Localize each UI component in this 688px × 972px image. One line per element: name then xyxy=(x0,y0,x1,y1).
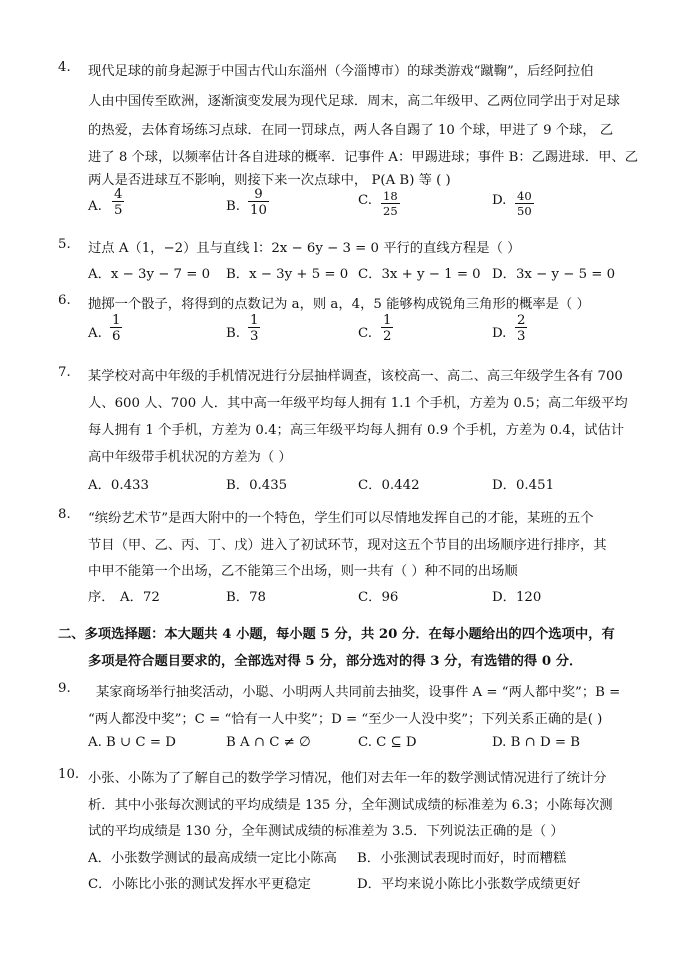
question-stem-line: 两人是否进球互不影响，则接下来一次点球中， P(A B) 等 ( ) xyxy=(88,173,451,188)
option: D. B ∩ D = B xyxy=(492,735,581,750)
question-stem-line: 的热爱，去体育场练习点球．在同一罚球点，两人各自踢了 10 个球，甲进了 9 个球， 乙 xyxy=(88,123,614,138)
section-heading-line: 二、多项选择题：本大题共 4 小题，每小题 5 分，共 20 分．在每小题给出的四个选项中，有 xyxy=(58,627,615,642)
option-fraction: $\frac{1}{6}$ xyxy=(112,313,121,345)
option: B．x − 3y + 5 = 0 xyxy=(226,267,349,282)
question-stem-line: 节目（甲、乙、丙、丁、戊）进入了初试环节，现对这五个节目的出场顺序进行排序，其 xyxy=(88,538,607,553)
option-fraction: $\frac{40}{50}$ xyxy=(517,189,532,218)
question-stem-line: 某学校对高中年级的手机情况进行分层抽样调查，该校高一、高二、高三年级学生各有 700 xyxy=(88,369,623,384)
question-number: 6. xyxy=(58,293,71,308)
option: B．78 xyxy=(226,590,266,605)
question-number: 5. xyxy=(58,237,71,252)
question-stem-line: “缤纷艺术节”是西大附中的一个特色，学生们可以尽情地发挥自己的才能，某班的五个 xyxy=(88,511,594,526)
option-label: D. xyxy=(492,326,507,341)
option-fraction: $\frac{9}{10}$ xyxy=(250,187,267,219)
question-stem-line: 某家商场举行抽奖活动，小聪、小明两人共同前去抽奖，设事件 A = “两人都中奖”；B = xyxy=(96,685,621,700)
question-stem-line: 现代足球的前身起源于中国古代山东淄州（今淄博市）的球类游戏“蹴鞠”，后经阿拉伯 xyxy=(88,64,594,79)
question-stem: 过点 A（1，−2）且与直线 l：2x − 6y − 3 = 0 平行的直线方程是（ ） xyxy=(88,241,521,256)
option: C．3x + y − 1 = 0 xyxy=(358,267,481,282)
question-stem: 抛掷一个骰子，将得到的点数记为 a，则 a，4，5 能够构成锐角三角形的概率是（ ） xyxy=(88,297,590,312)
option-label: A. xyxy=(88,326,102,341)
option: B．0.435 xyxy=(226,478,288,493)
option: A．x − 3y − 7 = 0 xyxy=(88,267,211,282)
option-label: B. xyxy=(226,326,240,341)
option: B．小张测试表现时而好，时而糟糕 xyxy=(357,851,567,866)
question-number: 7. xyxy=(58,365,71,380)
question-stem-line: 高中年级带手机状况的方差为（ ） xyxy=(88,450,292,465)
option: A. B ∪ C = D xyxy=(88,735,176,750)
question-stem-tail: 序． xyxy=(88,590,115,605)
option: C．小陈比小张的测试发挥水平更稳定 xyxy=(88,877,311,892)
question-number: 8. xyxy=(58,507,71,522)
option-fraction: $\frac{4}{5}$ xyxy=(114,187,123,219)
option-fraction: $\frac{18}{25}$ xyxy=(383,189,398,218)
option: D．平均来说小陈比小张数学成绩更好 xyxy=(357,877,581,892)
question-number: 10. xyxy=(58,767,80,782)
question-stem-line: “两人都没中奖”；C = “恰有一人中奖”；D = “至少一人没中奖”；下列关系正确的是( ) xyxy=(88,712,603,727)
option-label: C. xyxy=(358,326,372,341)
option: A．72 xyxy=(120,590,160,605)
question-stem-line: 每人拥有 1 个手机，方差为 0.4；高三年级平均每人拥有 0.9 个手机，方差为 0.4，试估计 xyxy=(88,423,625,438)
question-stem-line: 小张、小陈为了了解自己的数学学习情况，他们对去年一年的数学测试情况进行了统计分 xyxy=(88,771,607,786)
option-label: A. xyxy=(88,199,102,214)
option-fraction: $\frac{1}{2}$ xyxy=(383,313,392,345)
question-stem-line: 试的平均成绩是 130 分，全年测试成绩的标准差为 3.5．下列说法正确的是（ ） xyxy=(88,824,564,839)
question-stem-line: 人、600 人、700 人．其中高一年级平均每人拥有 1.1 个手机，方差为 0.5；高二年级平均 xyxy=(88,396,628,411)
option: D．3x − y − 5 = 0 xyxy=(492,267,616,282)
option-label: D. xyxy=(492,193,507,208)
option: D．120 xyxy=(492,590,542,605)
option: C．0.442 xyxy=(358,478,420,493)
option-label: B. xyxy=(226,199,240,214)
option: C．96 xyxy=(358,590,399,605)
question-number: 4. xyxy=(58,60,71,75)
option: D．0.451 xyxy=(492,478,555,493)
question-stem-line: 人由中国传至欧洲，逐渐演变发展为现代足球．周末，高二年级甲、乙两位同学出于对足球 xyxy=(88,94,620,109)
question-stem-line: 析．其中小张每次测试的平均成绩是 135 分，全年测试成绩的标准差为 6.3；小陈每次测 xyxy=(88,798,613,813)
option-fraction: $\frac{2}{3}$ xyxy=(517,313,526,345)
question-stem-line: 进了 8 个球，以频率估计各自进球的概率．记事件 A：甲踢进球；事件 B：乙踢进球．甲、乙 xyxy=(88,150,639,165)
question-stem-line: 中甲不能第一个出场，乙不能第三个出场，则一共有（ ）种不同的出场顺 xyxy=(88,564,518,579)
section-heading-line: 多项是符合题目要求的，全部选对得 5 分，部分选对的得 3 分，有选错的得 0 分． xyxy=(88,654,583,669)
option-fraction: $\frac{1}{3}$ xyxy=(250,313,259,345)
option: A．0.433 xyxy=(88,478,149,493)
option: A．小张数学测试的最高成绩一定比小陈高 xyxy=(88,851,337,866)
option: B A ∩ C ≠ ∅ xyxy=(226,735,311,750)
question-number: 9. xyxy=(58,681,71,696)
option: C. C ⊆ D xyxy=(358,735,417,750)
option-label: C. xyxy=(358,193,372,208)
